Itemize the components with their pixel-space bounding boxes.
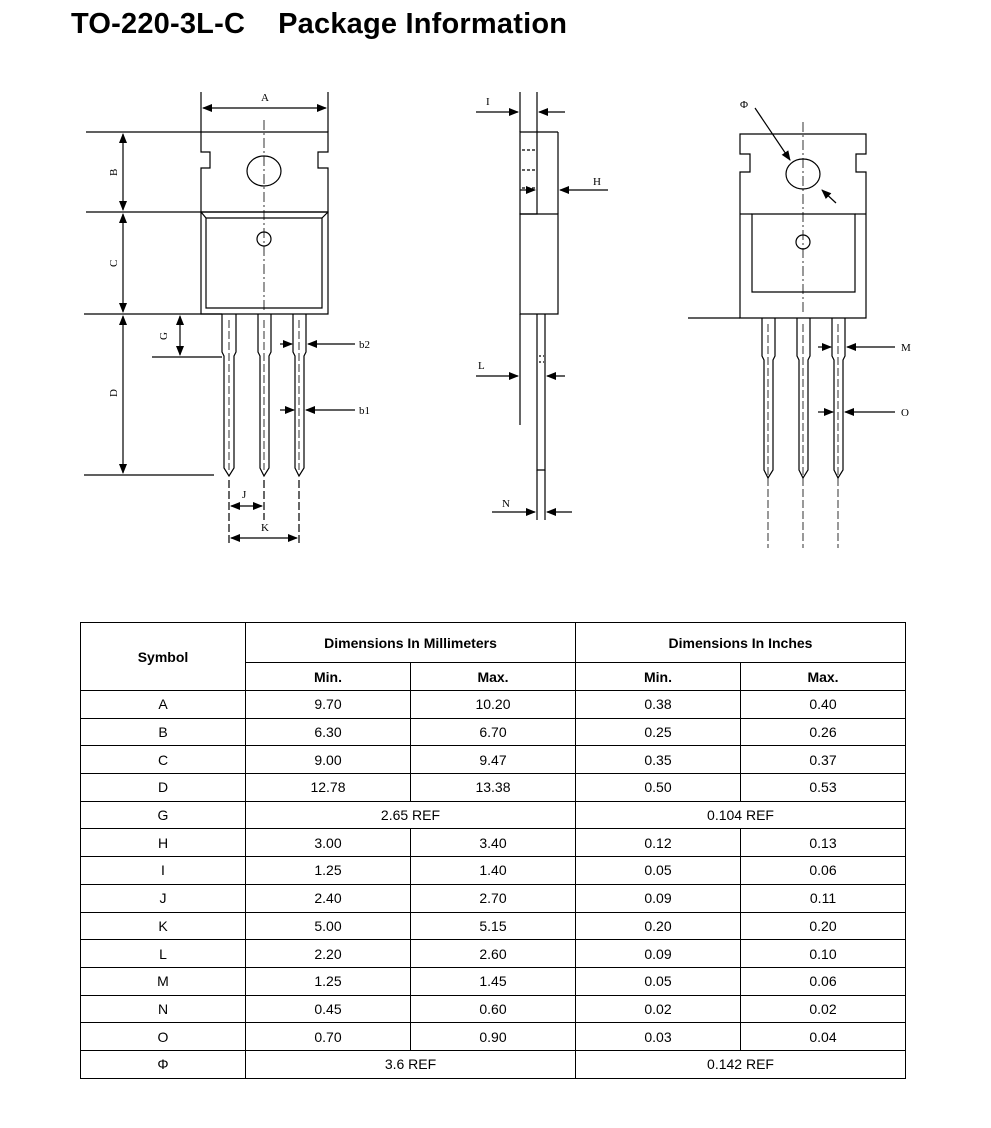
mm-ref-cell: 2.65 REF [246,801,576,829]
table-row [81,857,906,885]
inch-ref-cell: 0.142 REF [576,1050,906,1078]
inch-max-cell: 0.13 [741,829,906,857]
table-row [81,1050,906,1078]
dim-label-N: N [502,498,510,510]
inch-min-cell: 0.09 [576,884,741,912]
inch-max-cell: 0.02 [741,995,906,1023]
dim-label-K: K [261,522,269,534]
inch-min-cell: 0.03 [576,1023,741,1051]
dim-label-D: D [108,389,120,397]
table-row [81,1023,906,1051]
inch-max-cell: 0.40 [741,691,906,719]
symbol-cell: Φ [81,1050,246,1078]
mm-min-cell: 0.70 [246,1023,411,1051]
inch-max-cell: 0.04 [741,1023,906,1051]
symbol-cell: G [81,801,246,829]
mm-max-cell: 0.60 [411,995,576,1023]
inch-ref-cell: 0.104 REF [576,801,906,829]
inch-min-cell: 0.35 [576,746,741,774]
mm-max-cell: 1.45 [411,967,576,995]
inch-max-cell: 0.26 [741,718,906,746]
mm-min-cell: 2.20 [246,940,411,968]
inch-min-cell: 0.02 [576,995,741,1023]
inch-max-cell: 0.53 [741,774,906,802]
dim-label-H: H [593,176,601,188]
symbol-header: Symbol [81,623,246,691]
symbol-cell: H [81,829,246,857]
inch-max-cell: 0.11 [741,884,906,912]
symbol-cell: O [81,1023,246,1051]
table-row [81,967,906,995]
table-row [81,691,906,719]
mm-min-cell: 1.25 [246,967,411,995]
inch-min-cell: 0.50 [576,774,741,802]
symbol-cell: L [81,940,246,968]
dim-label-b1: b1 [359,405,370,417]
symbol-cell: D [81,774,246,802]
symbol-cell: B [81,718,246,746]
inch-min-cell: 0.25 [576,718,741,746]
mm-max-cell: 6.70 [411,718,576,746]
table-row [81,884,906,912]
mm-max-cell: 9.47 [411,746,576,774]
inch-min-cell: 0.05 [576,857,741,885]
table-row [81,774,906,802]
dimensions-table [80,622,906,1079]
in-min-header: Min. [576,663,741,691]
page-title: TO-220-3L-C Package Information [71,8,568,40]
mm-max-cell: 2.60 [411,940,576,968]
inch-min-cell: 0.05 [576,967,741,995]
dim-label-M: M [901,342,911,354]
table-row [81,912,906,940]
in-max-header: Max. [741,663,906,691]
dimensions-table-body [81,691,906,1079]
mm-min-cell: 6.30 [246,718,411,746]
dim-label-b2: b2 [359,339,370,351]
symbol-cell: N [81,995,246,1023]
mm-min-cell: 5.00 [246,912,411,940]
mm-min-cell: 0.45 [246,995,411,1023]
back-view [688,108,895,548]
mm-min-header: Min. [246,663,411,691]
dim-label-I: I [486,96,490,108]
mm-max-cell: 2.70 [411,884,576,912]
dim-label-B: B [108,168,120,176]
mm-max-cell: 0.90 [411,1023,576,1051]
dim-label-phi: Φ [740,99,749,111]
inch-min-cell: 0.09 [576,940,741,968]
mm-min-cell: 1.25 [246,857,411,885]
mm-header: Dimensions In Millimeters [246,623,576,663]
table-row [81,940,906,968]
dim-label-L: L [478,360,485,372]
dim-label-J: J [242,489,247,501]
dim-label-C: C [108,259,120,267]
mm-max-cell: 13.38 [411,774,576,802]
inch-min-cell: 0.20 [576,912,741,940]
mm-min-cell: 12.78 [246,774,411,802]
side-view [476,92,608,520]
inch-header: Dimensions In Inches [576,623,906,663]
dim-label-A: A [261,92,269,104]
symbol-cell: J [81,884,246,912]
mm-ref-cell: 3.6 REF [246,1050,576,1078]
mm-max-cell: 5.15 [411,912,576,940]
inch-max-cell: 0.10 [741,940,906,968]
dim-label-O: O [901,407,909,419]
mm-min-cell: 9.00 [246,746,411,774]
table-row [81,995,906,1023]
mm-min-cell: 2.40 [246,884,411,912]
table-row [81,801,906,829]
inch-max-cell: 0.06 [741,967,906,995]
mm-max-cell: 1.40 [411,857,576,885]
mm-max-header: Max. [411,663,576,691]
symbol-cell: C [81,746,246,774]
table-row [81,746,906,774]
symbol-cell: I [81,857,246,885]
inch-max-cell: 0.06 [741,857,906,885]
table-row [81,829,906,857]
mm-min-cell: 3.00 [246,829,411,857]
inch-max-cell: 0.20 [741,912,906,940]
table-row [81,718,906,746]
inch-min-cell: 0.12 [576,829,741,857]
front-view [84,92,355,545]
symbol-cell: A [81,691,246,719]
inch-max-cell: 0.37 [741,746,906,774]
inch-min-cell: 0.38 [576,691,741,719]
mm-max-cell: 10.20 [411,691,576,719]
mm-max-cell: 3.40 [411,829,576,857]
dim-label-G: G [158,332,170,340]
symbol-cell: M [81,967,246,995]
symbol-cell: K [81,912,246,940]
mm-min-cell: 9.70 [246,691,411,719]
